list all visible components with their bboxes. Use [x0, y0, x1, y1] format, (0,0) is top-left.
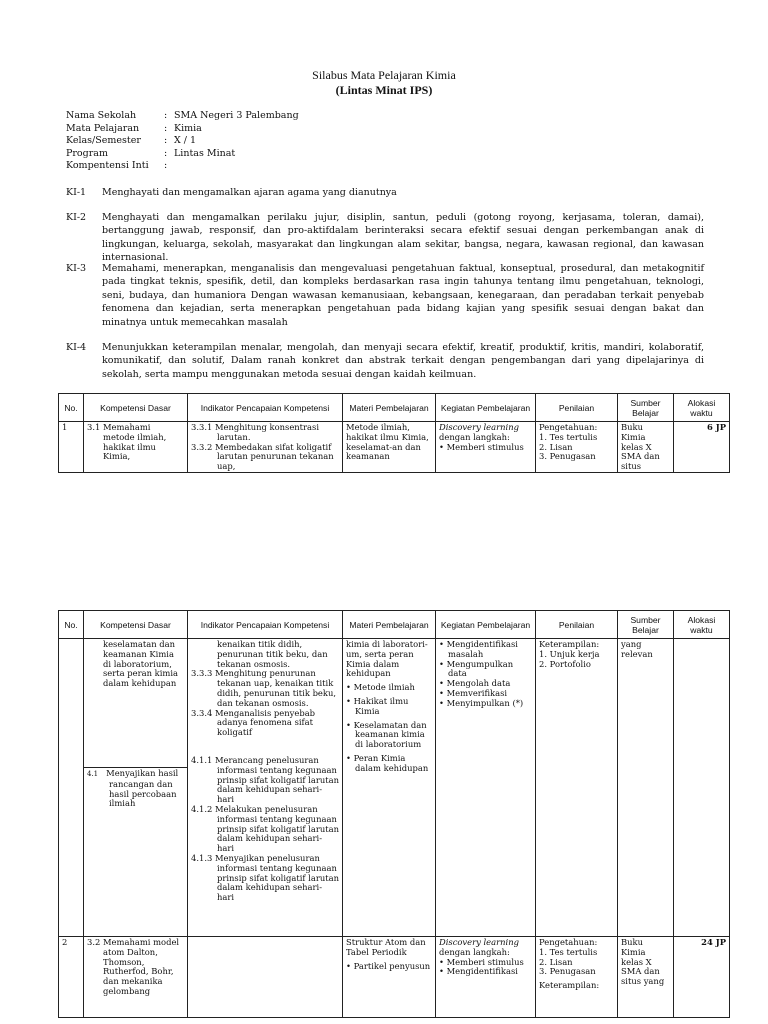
document-title: Silabus Mata Pelajaran Kimia: [312, 68, 456, 82]
header-kd: Kompetensi Dasar: [84, 611, 188, 639]
header-alokasi: Alokasi waktu: [674, 394, 730, 422]
ki-3: KI-3 Memahami, menerapkan, menganalisis dan mengevaluasi pengetahuan faktual, konseptual, prosedural, dan metakognitif pada tingkat teknis, spesifik, detil, dan kompleks berdasarkan rasa ingin tahunya tentang ilmu pengetahuan, teknologi, seni, budaya, dan humaniora Dengan wawasan kemanusiaan, kebangsaan, kenegaraan, dan peradaban terkait penyebab fenomena dan kejadian, serta menerapkan pengetahuan pada bidang kajian yang spesifik sesuai dengan bakat dan minatnya untuk memecahkan masalah: [66, 263, 704, 328]
header-materi: Materi Pembelajaran: [343, 611, 436, 639]
ki-2: KI-2 Menghayati dan mengamalkan perilaku jujur, disiplin, santun, peduli (gotong royong, kerjasama, toleran, damai), bertanggung jawab, responsif, dan pro-aktifdalam berinteraksi secara efektif sesuai dengan perkembangan anak di lingkungan, keluarga, sekolah, masyarakat dan lingkungan alam sekitar, bangsa, negara, kawasan regional, dan kawasan internasional.: [66, 212, 704, 264]
table-row: keselamatan dan keamanan Kimia di laboratorium, serta peran kimia dalam kehidupan kenaikan titik didih, penurunan titik beku, dan tekanan osmosis. 3.3.3 Menghitung penurunan tekanan uap, kenaikan titik didih, penurunan titik beku, dan tekanan osmosis. 3.3.4 Menganalisis penyebab adanya fenomena sifat koligatif 4.1.1 Merancang penelusuran informasi tentang kegunaan prinsip sifat koligatif larutan dalam kehidupan sehari-hari 4.1.2 Melakukan penelusuran informasi tentang kegunaan prinsip sifat koligatif larutan dalam kehidupan sehari-hari 4.1.3 Menyajikan penelusuran informasi tentang kegunaan prinsip sifat koligatif larutan dalam kehidupan sehari-hari kimia di laboratori-um, serta peran Kimia dalam kehidupan • Metode ilmiah • Hakikat ilmu Kimia • Keselamatan dan keamanan kimia di laboratorium • Peran Kimia dalam kehidupan • Mengidentifikasi masalah • Mengumpulkan data • Mengolah data • Memverifikasi • Menyimpulkan (*) Keterampilan: 1. Unjuk kerja 2. Portofolio yang relevan: [59, 639, 730, 768]
header-no: No.: [59, 611, 84, 639]
header-kegiatan: Kegiatan Pembelajaran: [436, 611, 536, 639]
header-materi: Materi Pembelajaran: [343, 394, 436, 422]
info-value: Kimia: [174, 122, 202, 134]
header-penilaian: Penilaian: [536, 394, 618, 422]
header-no: No.: [59, 394, 84, 422]
info-value: SMA Negeri 3 Palembang: [174, 110, 299, 121]
page-2: [0, 602, 768, 1024]
ki-4: KI-4 Menunjukkan keterampilan menalar, mengolah, dan menyaji secara efektif, kreatif, produktif, kritis, mandiri, kolaboratif, komunikatif, dan solutif, Dalam ranah konkret dan abstrak terkait dengan pengembangan dari yang dipelajarinya di sekolah, serta mampu menggunakan metoda sesuai dengan kaidah keilmuan.: [66, 342, 704, 380]
info-value: X / 1: [174, 135, 197, 146]
header-penilaian: Penilaian: [536, 611, 618, 639]
page-gap: [0, 490, 768, 602]
school-info: Nama Sekolah : SMA Negeri 3 Palembang Mata Pelajaran : Kimia Kelas/Semester : X / 1 Program : Lintas Minat Kompentensi Inti :: [66, 110, 299, 171]
ki-1: KI-1 Menghayati dan mengamalkan ajaran agama yang dianutnya: [66, 187, 397, 198]
header-ipk: Indikator Pencapaian Kompetensi: [188, 394, 343, 422]
header-kegiatan: Kegiatan Pembelajaran: [436, 394, 536, 422]
table-row: 1 3.1 Memahami metode ilmiah, hakikat ilmu Kimia, 3.3.1 Menghitung konsentrasi larutan. 3.3.2 Membedakan sifat koligatif larutan penurunan tekanan uap, Metode ilmiah, hakikat ilmu Kimia, keselamat-an dan keamanan Discovery learning dengan langkah: • Memberi stimulus Pengetahuan: 1. Tes tertulis 2. Lisan 3. Penugasan Buku Kimia kelas X SMA dan situs 6 JP: [59, 422, 730, 473]
syllabus-table-page-2: [58, 610, 730, 1018]
table-row: 4.1 Menyajikan hasil rancangan dan hasil percobaan ilmiah: [59, 768, 730, 937]
header-kd: Kompetensi Dasar: [84, 394, 188, 422]
header-alokasi: Alokasi waktu: [674, 611, 730, 639]
header-sumber: Sumber Belajar: [618, 394, 674, 422]
table-row: 2 3.2 Memahami model atom Dalton, Thomson, Rutherfod, Bohr, dan mekanika gelombang Struktur Atom dan Tabel Periodik • Partikel penyusun Discovery learning dengan langkah: • Memberi stimulus • Mengidentifikasi Pengetahuan: 1. Tes tertulis 2. Lisan 3. Penugasan Keterampilan: Buku Kimia kelas X SMA dan situs yang 24 JP: [59, 937, 730, 1018]
header-ipk: Indikator Pencapaian Kompetensi: [188, 611, 343, 639]
syllabus-table-page-1: [58, 393, 730, 473]
info-value: Lintas Minat: [174, 147, 236, 159]
header-sumber: Sumber Belajar: [618, 611, 674, 639]
document-subtitle: (Lintas Minat IPS): [335, 83, 433, 97]
page-1: [0, 0, 768, 490]
